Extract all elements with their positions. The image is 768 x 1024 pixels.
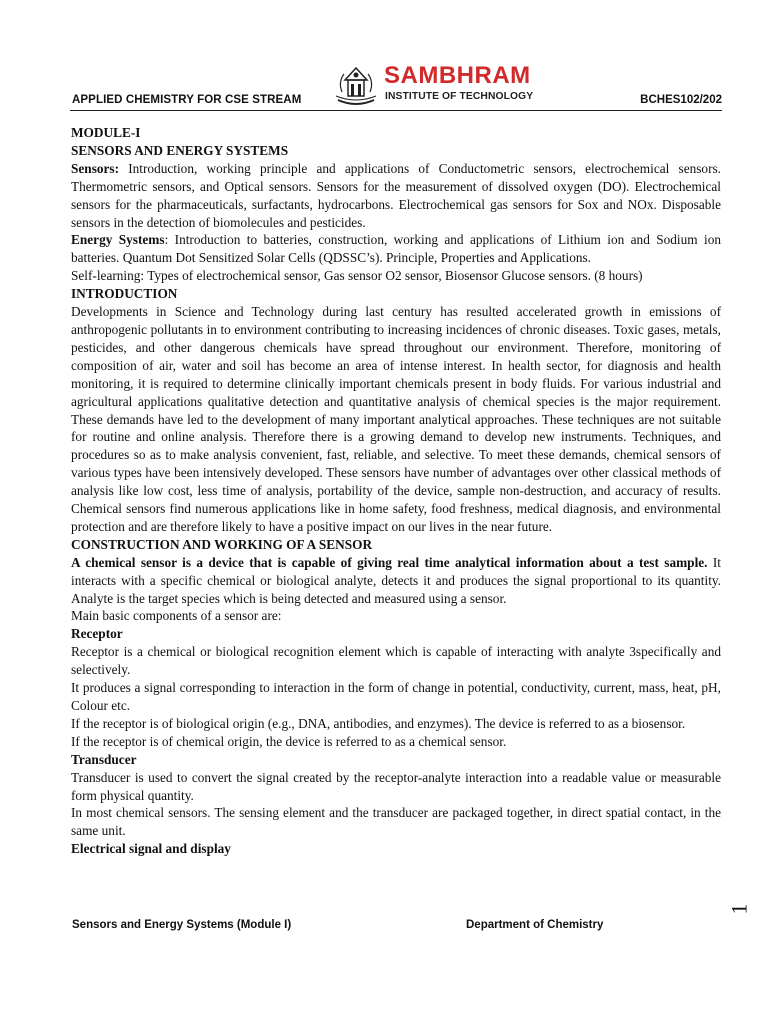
sensors-text: Introduction, working principle and applications of Conductometric sensors, electrochemical sensors. Thermometric sensors, and Optical sensors. Sensors for the measurement of dissolved oxygen (DO). Electrochemical sensors for the pharmaceuticals, surfactants, hydrocarbons. Electrochemical gas sensors for Sox and NOx. Disposable sensors in the detection of biomolecules and pesticides.: [71, 160, 721, 230]
sensor-definition: [71, 554, 721, 608]
institute-logo: [332, 62, 552, 110]
institute-subtitle: INSTITUTE OF TECHNOLOGY: [385, 91, 534, 102]
sensors-label: Sensors:: [71, 160, 120, 176]
header-divider: [70, 110, 722, 111]
module-label: MODULE-I: [71, 125, 141, 140]
page-number: 1: [726, 903, 752, 915]
syllabus-sensors: [71, 160, 721, 232]
definition-rest: It interacts with a specific chemical or biological analyte, detects it and produces the signal proportional to its quantity. Analyte is the target species which is being detected and measured using a sensor.: [71, 554, 721, 606]
course-title: APPLIED CHEMISTRY FOR CSE STREAM: [72, 94, 302, 106]
page-header: [72, 62, 722, 110]
course-code: BCHES102/202: [640, 94, 722, 106]
footer-module: Sensors and Energy Systems (Module I): [72, 919, 292, 931]
energy-label: Energy Systems: [71, 232, 165, 248]
energy-text: : Introduction to batteries, construction, working and applications of Lithium ion and Sodium ion batteries. Quantum Dot Sensitized Solar Cells (QDSSC’s). Principle, Properties and Applications.: [71, 232, 721, 266]
electrical-signal-heading: Electrical signal and display: [71, 841, 231, 857]
institute-emblem-icon: [332, 62, 380, 108]
receptor-paragraph: Receptor is a chemical or biological recognition element which is capable of interacting with analyte 3specifically and selectively.: [71, 644, 721, 678]
receptor-paragraph: If the receptor is of biological origin (e.g., DNA, antibodies, and enzymes). The device is referred to as a biosensor.: [71, 715, 686, 731]
institute-name: SAMBHRAM: [384, 62, 531, 89]
transducer-paragraph: Transducer is used to convert the signal created by the receptor-analyte interaction into a readable value or measurable form physical quantity.: [71, 769, 721, 803]
document-body: [71, 124, 721, 858]
definition-bold: A chemical sensor is a device that is capable of giving real time analytical information about a test sample.: [71, 554, 708, 570]
receptor-paragraph: It produces a signal corresponding to interaction in the form of change in potential, conductivity, current, mass, heat, pH, Colour etc.: [71, 680, 721, 713]
transducer-heading: Transducer: [71, 751, 137, 767]
transducer-paragraph: In most chemical sensors. The sensing element and the transducer are packaged together, in direct spatial contact, in the same unit.: [71, 805, 721, 839]
module-title: SENSORS AND ENERGY SYSTEMS: [71, 142, 289, 158]
syllabus-energy: [71, 231, 721, 267]
self-learning: Self-learning: Types of electrochemical sensor, Gas sensor O2 sensor, Biosensor Glucose sensors. (8 hours): [71, 268, 643, 284]
introduction-text: Developments in Science and Technology during last century has resulted accelerated growth in emissions of anthropogenic pollutants in to environment contributing to increasing incidences of chronic diseases. Toxic gases, metals, pesticides, and other dangerous chemicals have spread throughout our environment. Therefore, monitoring of composition of air, water and soil has become an area of intense interest. In health sector, for diagnosis and health monitoring, it is required to determine clinically important chemicals present in body fluids. For various industrial and agricultural applications qualitative detection and quantitative analysis of chemical species is the major requirement. These demands have led to the development of many important analytical approaches. These techniques are not suitable for routine and online analysis. Therefore there is a growing demand to develop new instruments. Techniques, and procedures so as to make analysis convenient, fast, reliable, and selective. To meet these demands, chemical sensors of various types have been intensively developed. These sensors have number of advantages over other classical methods of analysis like low cost, less time of analysis, portability of the device, sample non-destruction, and accuracy of results. Chemical sensors find numerous applications like in home safety, food freshness, medical diagnosis, and environmental protection and are therefore likely to have a positive impact on our lives in the near future.: [71, 304, 721, 534]
components-intro: Main basic components of a sensor are:: [71, 608, 282, 624]
footer-department: Department of Chemistry: [466, 919, 604, 931]
introduction-heading: INTRODUCTION: [71, 286, 178, 302]
receptor-paragraph: If the receptor is of chemical origin, the device is referred to as a chemical sensor.: [71, 733, 507, 749]
construction-heading: CONSTRUCTION AND WORKING OF A SENSOR: [71, 536, 373, 552]
receptor-heading: Receptor: [71, 626, 123, 642]
